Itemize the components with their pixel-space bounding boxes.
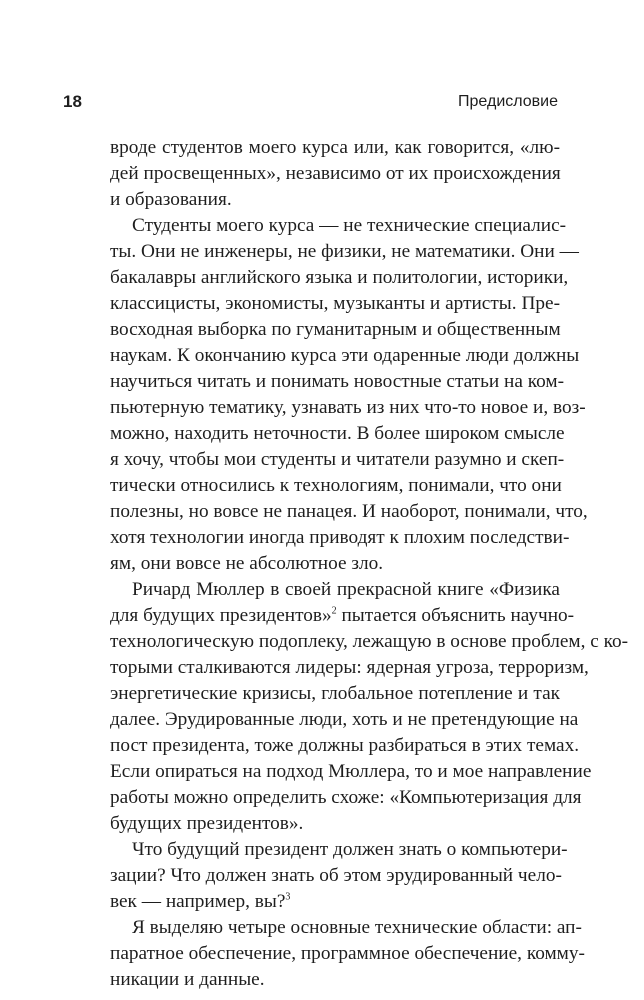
paragraph-2 [110,213,588,577]
text-line [110,603,575,629]
text-line [110,889,560,915]
text-line: энергетические кризисы, глобальное потепление и так [110,683,560,704]
text-line: далее. Эрудированные люди, хоть и не претендующие на [110,709,579,730]
text-line: вроде студентов моего курса или, как говорится, «лю- [110,137,560,158]
text-line: Студенты моего курса — не технические специалис- [132,215,567,236]
text-line: бакалавры английского языка и политологии, историки, [110,267,569,288]
text-line: пост президента, тоже должны разбираться в этих темах. [110,735,580,756]
text-line: восходная выборка по гуманитарным и общественным [110,319,561,340]
page-number: 18 [63,92,82,111]
text-line: хотя технологии иногда приводят к плохим последстви- [110,527,570,548]
footnote-marker[interactable]: 2 [331,605,337,617]
section-title: Предисловие [458,93,558,110]
text-line: пьютерную тематику, узнавать из них что-то новое и, воз- [110,397,586,418]
text-line: никации и данные. [110,969,265,990]
paragraph-3 [110,577,629,837]
text-line: полезны, но вовсе не панацея. И наоборот, понимали, что, [110,501,588,522]
text-fragment: пытается объяснить научно- [336,605,575,626]
footnote-marker[interactable]: 3 [285,891,291,903]
text-line: Я выделяю четыре основные технические области: ап- [132,917,582,938]
text-line: паратное обеспечение, программное обеспечение, комму- [110,943,585,964]
text-line: я хочу, чтобы мои студенты и читатели разумно и скеп- [110,449,565,470]
text-line: ты. Они не инженеры, не физики, не математики. Они — [110,241,579,262]
text-line: можно, находить неточности. В более широком смысле [110,423,565,444]
paragraph-4 [110,837,568,915]
text-line: Ричард Мюллер в своей прекрасной книге «Физика [132,579,560,600]
running-head [63,90,558,114]
text-line: тически относились к технологиям, понимали, что они [110,475,562,496]
text-line: дей просвещенных», независимо от их происхождения [110,163,561,184]
text-line: Если опираться на подход Мюллера, то и мое направление [110,761,592,782]
body-text [110,135,629,993]
text-fragment: для будущих президентов» [110,605,332,626]
text-line: работы можно определить схоже: «Компьютеризация для [110,787,582,808]
text-line: зации? Что должен знать об этом эрудированный чело- [110,865,562,886]
text-line: ям, они вовсе не абсолютное зло. [110,553,384,574]
paragraph-1 [110,135,560,213]
text-line: научиться читать и понимать новостные статьи на ком- [110,371,565,392]
text-line: классицисты, экономисты, музыканты и артисты. Пре- [110,293,560,314]
text-line: технологическую подоплеку, лежащую в основе проблем, с ко- [110,631,629,652]
text-line: наукам. К окончанию курса эти одаренные люди должны [110,345,580,366]
paragraph-5 [110,915,585,993]
text-line: будущих президентов». [110,813,304,834]
text-line: торыми сталкиваются лидеры: ядерная угроза, терроризм, [110,657,589,678]
text-line: и образования. [110,189,232,210]
text-line: Что будущий президент должен знать о компьютери- [132,839,568,860]
text-fragment: век — например, вы? [110,891,286,912]
